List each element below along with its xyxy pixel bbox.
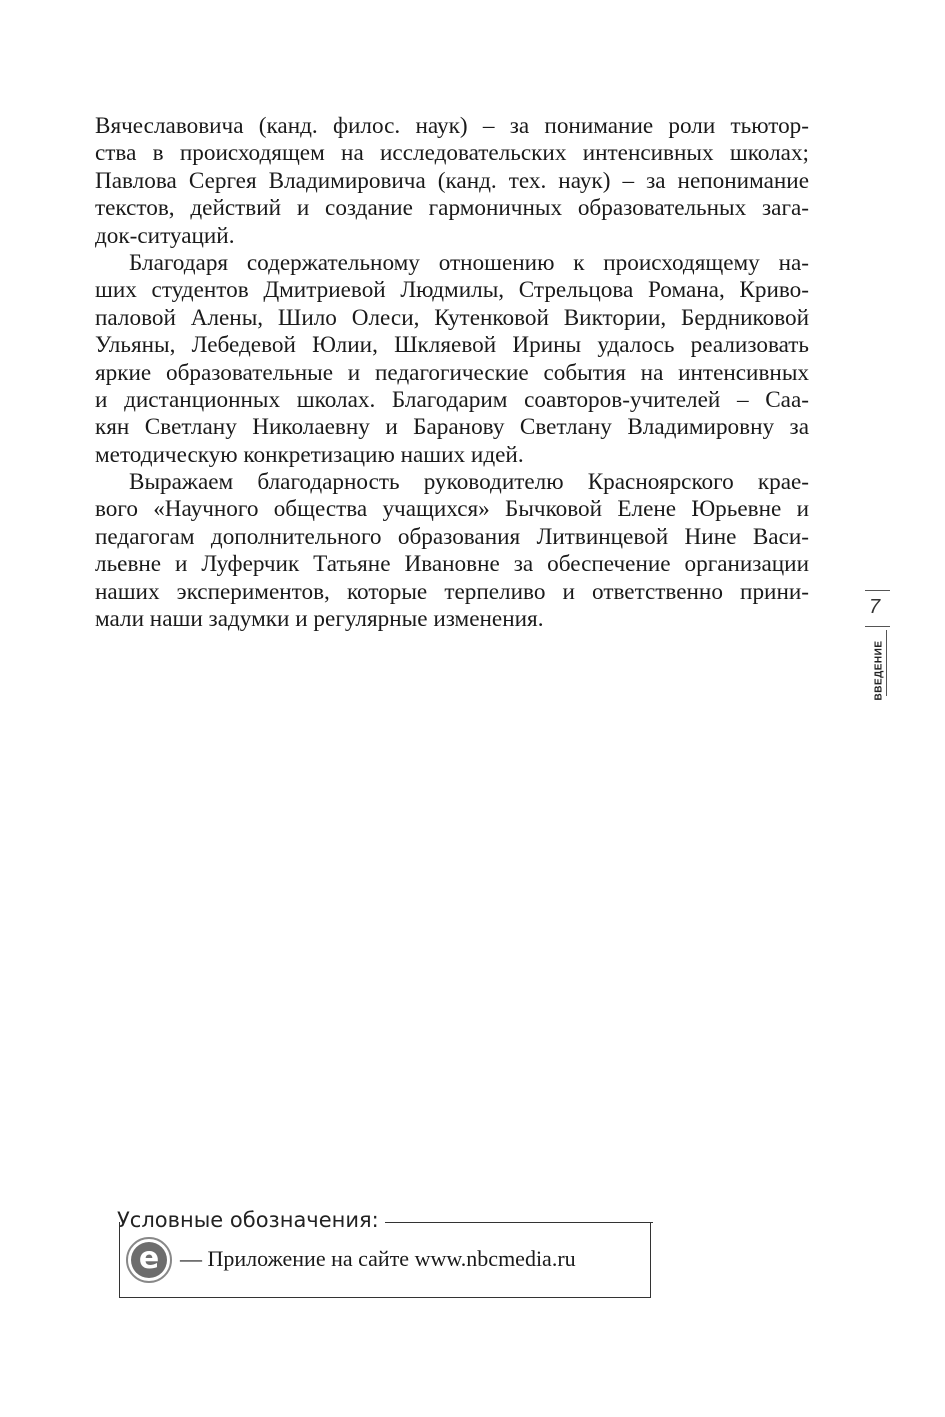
text-line: ства в происходящем на исследовательских интенсивных школах; bbox=[95, 140, 809, 167]
text-line: льевне и Луферчик Татьяне Ивановне за обеспечение организации bbox=[95, 551, 809, 578]
text-line: кян Светлану Николаевну и Баранову Светлану Владимировну за bbox=[95, 414, 809, 441]
marker-rule bbox=[865, 626, 890, 627]
legend-title: Условные обозначения: bbox=[117, 1208, 379, 1232]
text-line: яркие образовательные и педагогические события на интенсивных bbox=[95, 359, 809, 386]
text-line: Ульяны, Лебедевой Юлии, Шкляевой Ирины удалось реализовать bbox=[95, 332, 809, 359]
text-line: Выражаем благодарность руководителю Красноярского крае- bbox=[129, 469, 809, 496]
text-line: Павлова Сергея Владимировича (канд. тех. наук) – за непонимание bbox=[95, 167, 809, 194]
text-line: педагогам дополнительного образования Литвинцевой Нине Васи- bbox=[95, 523, 809, 550]
text-line: паловой Алены, Шило Олеси, Кутенковой Виктории, Бердниковой bbox=[95, 304, 809, 331]
legend-text: — Приложение на сайте www.nbcmedia.ru bbox=[180, 1246, 576, 1271]
text-line: текстов, действий и создание гармоничных образовательных зага- bbox=[95, 195, 809, 222]
section-label: ВВЕДЕНИЕ bbox=[873, 640, 885, 701]
text-line: методическую конкретизацию наших идей. bbox=[95, 441, 524, 468]
page-marker bbox=[855, 590, 895, 710]
text-line: вого «Научного общества учащихся» Бычковой Елене Юрьевне и bbox=[95, 496, 809, 523]
text-line: мали наши задумки и регулярные изменения. bbox=[95, 606, 544, 633]
e-letter: e bbox=[131, 1242, 167, 1278]
text-line: док-ситуаций. bbox=[95, 222, 235, 249]
e-circle-icon bbox=[126, 1237, 172, 1283]
marker-rule bbox=[886, 630, 887, 696]
body-text bbox=[95, 113, 809, 633]
text-line: наших экспериментов, которые терпеливо и ответственно прини- bbox=[95, 578, 809, 605]
marker-rule bbox=[865, 590, 890, 591]
text-line: Благодаря содержательному отношению к происходящему на- bbox=[129, 249, 809, 276]
text-line: и дистанционных школах. Благодарим соавторов-учителей – Саа- bbox=[95, 386, 809, 413]
text-line: ших студентов Дмитриевой Людмилы, Стрельцова Романа, Криво- bbox=[95, 277, 809, 304]
text-line: Вячеславовича (канд. филос. наук) – за понимание роли тьютор- bbox=[95, 113, 809, 139]
legend-box bbox=[119, 1222, 651, 1298]
page-number: 7 bbox=[869, 596, 881, 618]
